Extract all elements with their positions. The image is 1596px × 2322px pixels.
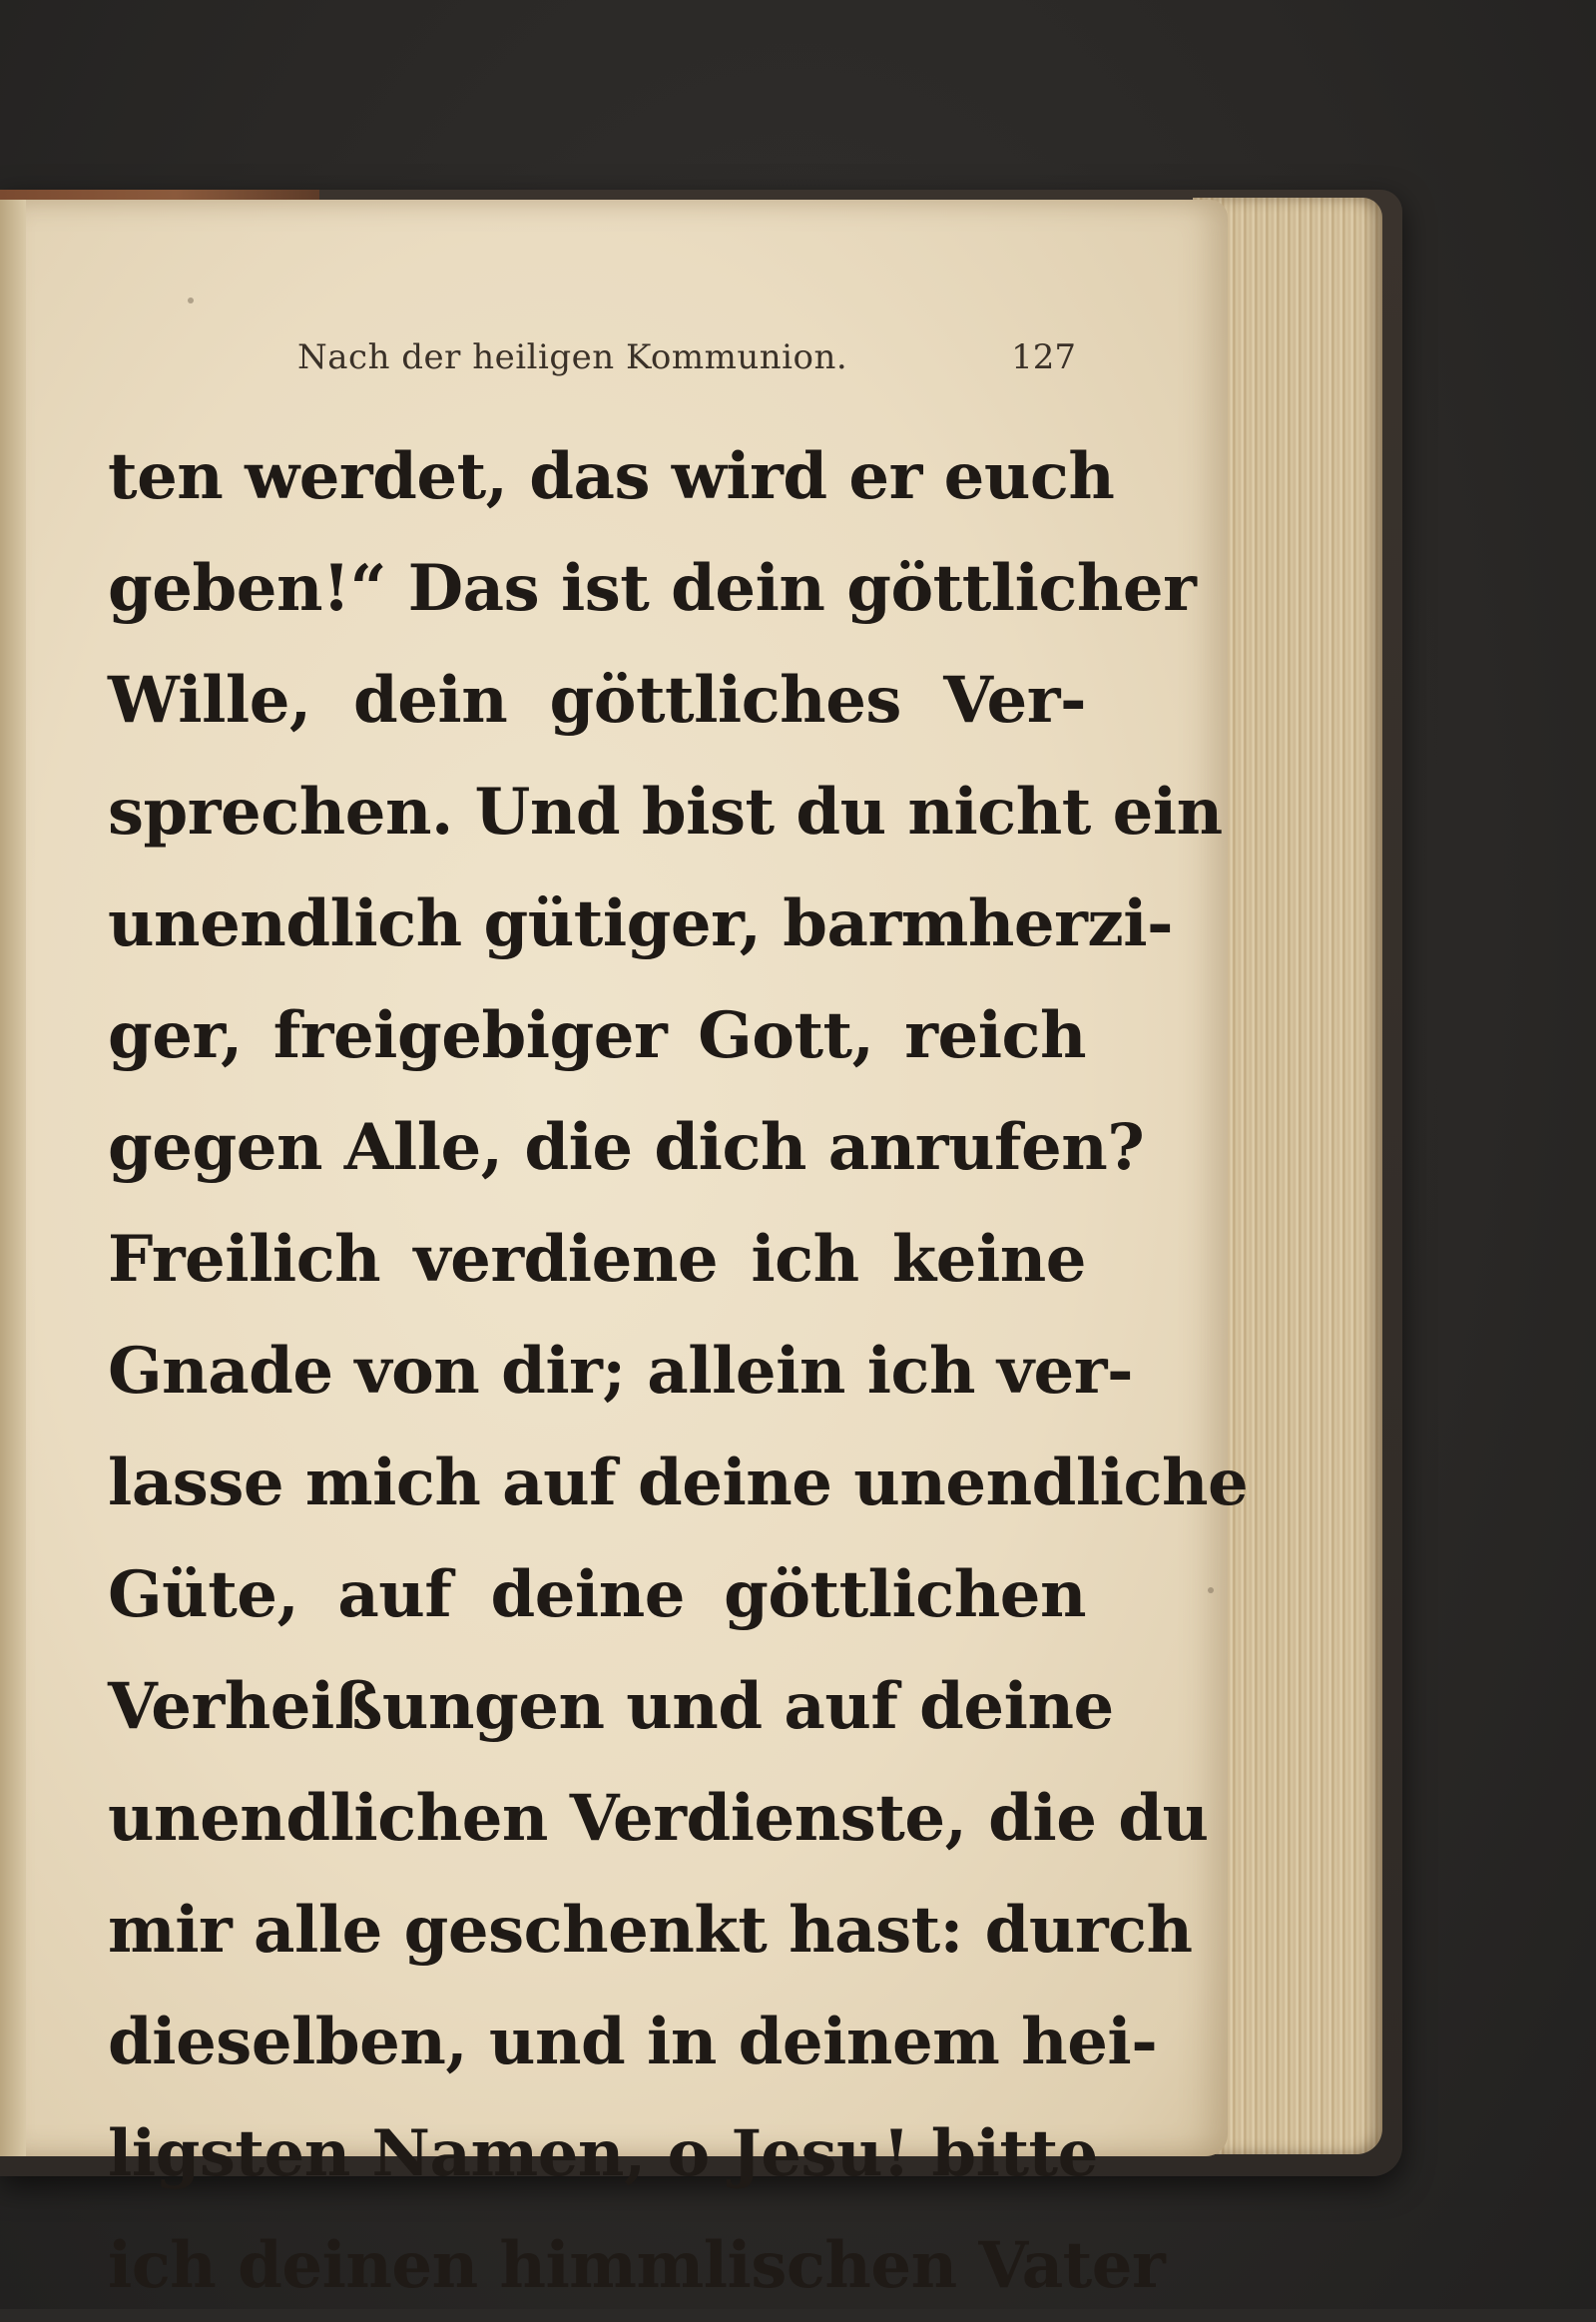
text-line: geben!“ Das ist dein göttlicher — [108, 551, 1197, 626]
text-line: gegen Alle, die dich anrufen? — [108, 1110, 1145, 1185]
text-line: mir alle geschenkt hast: durch — [108, 1893, 1193, 1968]
body-text — [108, 421, 1249, 2322]
text-line: Wille, dein göttliches Ver- — [108, 663, 1086, 738]
text-line: dieselben, und in deinem hei- — [108, 2005, 1158, 2079]
open-book — [0, 190, 1402, 2303]
text-line: Güte, auf deine göttlichen — [108, 1557, 1086, 1632]
paper-speck — [1208, 1587, 1214, 1593]
running-title: Nach der heiligen Kommunion. — [297, 337, 848, 377]
page-gutter — [0, 200, 26, 2156]
text-line: sprechen. Und bist du nicht ein — [108, 775, 1223, 850]
paper-speck — [188, 297, 194, 303]
text-line: Gnade von dir; allein ich ver- — [108, 1334, 1133, 1409]
running-head — [297, 337, 1076, 387]
text-line: ligsten Namen, o Jesu! bitte — [108, 2116, 1098, 2191]
text-line: lasse mich auf deine unendliche — [108, 1446, 1249, 1520]
text-line: Freilich verdiene ich keine — [108, 1222, 1086, 1297]
page-number: 127 — [1011, 337, 1076, 377]
text-line: ich deinen himmlischen Vater — [108, 2228, 1166, 2303]
text-line: ten werdet, das wird er euch — [108, 439, 1115, 514]
text-line: unendlich gütiger, barmherzi- — [108, 886, 1174, 961]
text-line: ger, freigebiger Gott, reich — [108, 998, 1086, 1073]
text-line: Verheißungen und auf deine — [108, 1669, 1114, 1744]
text-line: unendlichen Verdienste, die du — [108, 1781, 1209, 1856]
book-page — [0, 200, 1249, 2303]
